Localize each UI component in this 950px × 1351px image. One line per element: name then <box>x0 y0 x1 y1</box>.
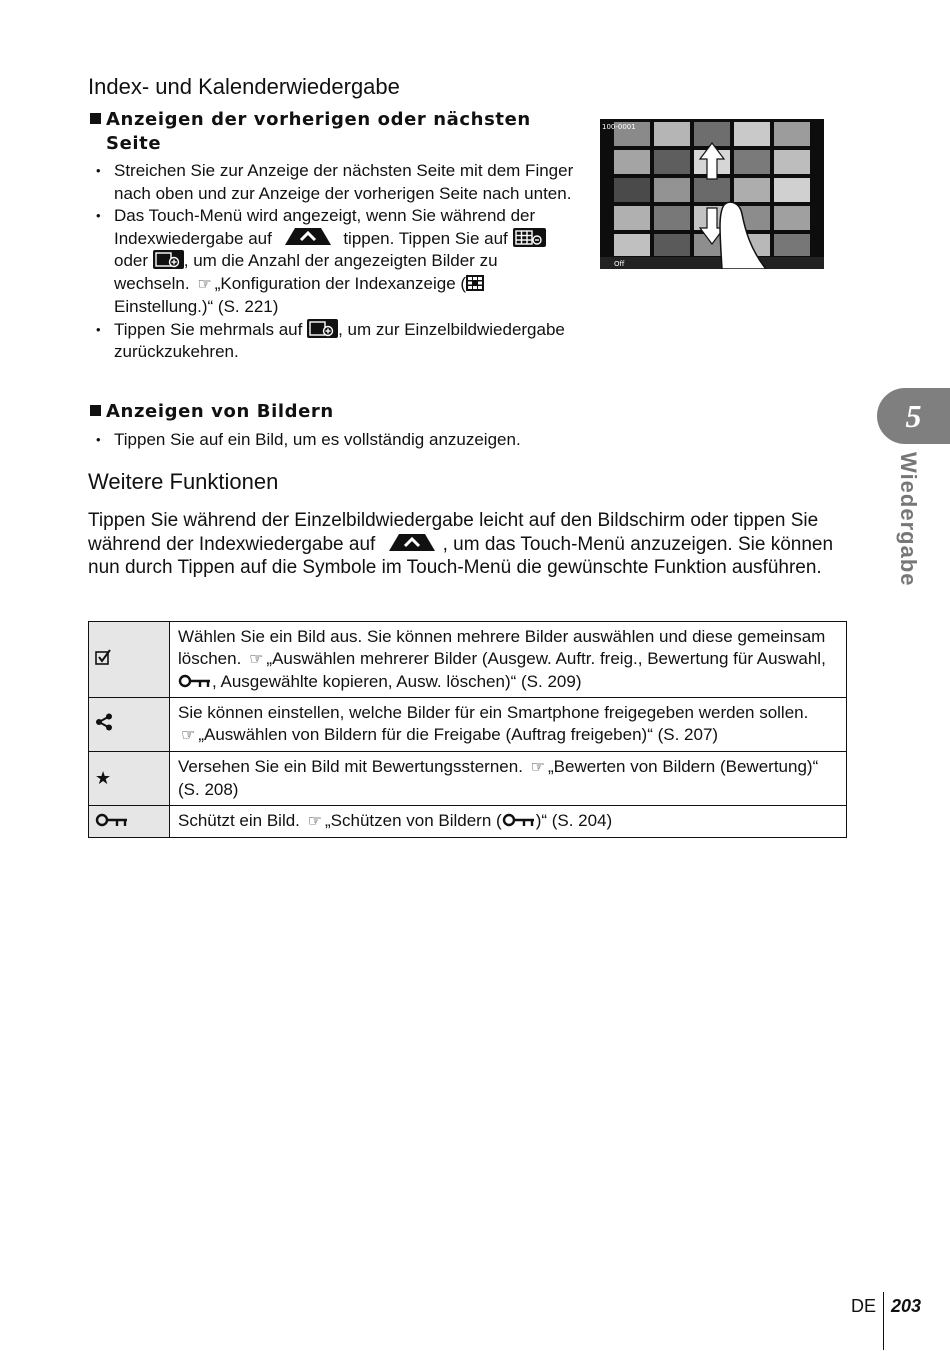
index-grid-icon <box>513 228 546 247</box>
chapter-number-tab: 5 <box>877 388 950 444</box>
table-text-cell: Wählen Sie ein Bild aus. Sie können mehrere Bilder auswählen und diese gemeinsam löschen. ☞ „Auswählen mehrerer Bilder (Ausgew. Auftr. freig., Bewertung für Auswahl, , Ausgewählte kopieren, Ausw. löschen)“ (S. 209) <box>170 622 847 698</box>
page-number: 203 <box>891 1296 922 1316</box>
table-icon-cell <box>89 752 170 806</box>
footer-language: DE <box>851 1296 877 1316</box>
table-icon-cell <box>89 806 170 838</box>
reference-hand-icon: ☞ <box>530 759 545 776</box>
up-arrow-tab-icon <box>277 228 339 245</box>
table-icon-cell <box>89 622 170 698</box>
index-setting-icon <box>466 275 484 291</box>
footer-divider <box>883 1292 884 1350</box>
reference-hand-icon: ☞ <box>197 275 212 293</box>
camera-index-screen-illustration <box>600 119 824 269</box>
table-text-cell: Versehen Sie ein Bild mit Bewertungssternen. ☞ „Bewerten von Bildern (Bewertung)“ (S. 208) <box>170 752 847 806</box>
reference-hand-icon: ☞ <box>181 727 196 744</box>
subheading-view-images: Anzeigen von Bildern <box>90 400 334 424</box>
subheading-page-nav: Anzeigen der vorherigen oder nächsten Seite <box>90 108 531 156</box>
table-row <box>89 622 847 698</box>
bullet-item: • Tippen Sie mehrmals auf , um zur Einzelbildwiedergabe zurückzukehren. <box>96 319 576 364</box>
single-view-icon <box>153 250 184 269</box>
key-icon <box>178 674 212 688</box>
chapter-side-title: Wiedergabe <box>896 452 921 587</box>
single-view-icon <box>307 319 338 338</box>
table-row <box>89 806 847 838</box>
reference-hand-icon: ☞ <box>249 651 264 668</box>
intro-paragraph: Tippen Sie während der Einzelbildwiedergabe leicht auf den Bildschirm oder tippen Sie während der Indexwiedergabe auf , um das Touch-Menü anzuzeigen. Sie können nun durch Tippen auf die Symbole im Touch-Menü die gewünschte Funktion ausführen. <box>88 510 834 578</box>
bullet-item: • Das Touch-Menü wird angezeigt, wenn Sie während der Indexwiedergabe auf tippen. Tippen Sie auf oder , um die Anzahl der angezeigten Bilder zu wechseln. ☞ „Konfiguration der Indexanzeige ( Einstellung.)“ (S. 221) <box>96 205 576 319</box>
reference-hand-icon: ☞ <box>307 813 322 830</box>
table-text-cell: Sie können einstellen, welche Bilder für ein Smartphone freigegeben werden sollen. ☞ „Auswählen von Bildern für die Freigabe (Auftrag freigeben)“ (S. 207) <box>170 698 847 752</box>
table-icon-cell <box>89 698 170 752</box>
section-title-index: Index- und Kalenderwiedergabe <box>88 74 846 100</box>
bullet-list-view-images <box>96 429 696 452</box>
functions-table <box>88 621 847 838</box>
key-icon <box>95 813 129 827</box>
screen-off-label: Off <box>614 260 625 268</box>
bullet-list-page-nav <box>96 160 576 364</box>
table-row <box>89 698 847 752</box>
table-row <box>89 752 847 806</box>
star-icon: ★ <box>95 768 112 788</box>
screen-folder-label: 100-0001 <box>602 123 636 131</box>
share-icon <box>95 713 113 731</box>
key-icon <box>502 813 536 827</box>
bullet-item: • Streichen Sie zur Anzeige der nächsten Seite mit dem Finger nach oben und zur Anzeige der vorherigen Seite nach unten. <box>96 160 576 205</box>
up-arrow-tab-icon <box>381 534 443 551</box>
section-title-more-functions: Weitere Funktionen <box>88 469 846 495</box>
table-text-cell: Schützt ein Bild. ☞ „Schützen von Bildern ( )“ (S. 204) <box>170 806 847 838</box>
checkbox-icon <box>95 649 111 665</box>
bullet-item: • Tippen Sie auf ein Bild, um es vollständig anzuzeigen. <box>96 429 696 452</box>
